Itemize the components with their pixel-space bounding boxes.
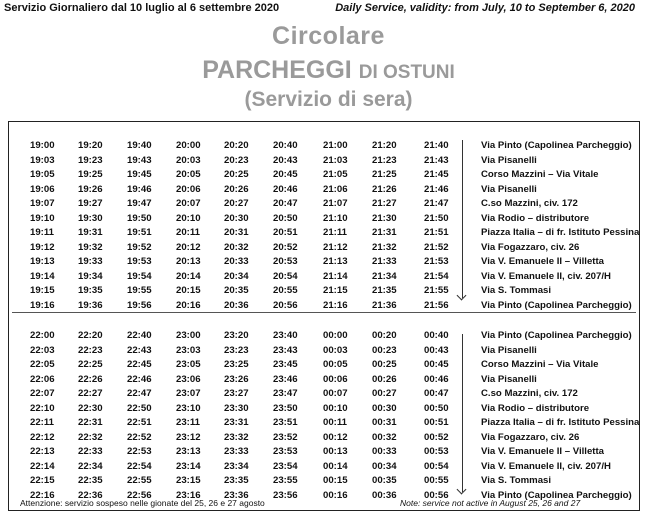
- departure-time: 22:54: [127, 460, 152, 472]
- departure-time: 21:12: [323, 241, 348, 253]
- departure-time: 19:07: [30, 198, 55, 209]
- departure-time: 23:25: [224, 359, 249, 370]
- departure-time: 21:35: [372, 285, 397, 296]
- departure-time: 23:13: [176, 446, 201, 457]
- departure-time: 19:30: [78, 212, 103, 224]
- departure-time: 20:46: [273, 183, 298, 195]
- departure-time: 21:23: [372, 154, 397, 166]
- departure-time: 20:20: [224, 140, 249, 151]
- stop-name: Via S. Tommasi: [481, 475, 552, 486]
- departure-time: 20:52: [273, 241, 298, 253]
- departure-time: 22:45: [127, 359, 152, 370]
- departure-time: 00:35: [372, 475, 397, 486]
- departure-time: 21:40: [424, 140, 449, 151]
- suspension-note-italian: Attenzione: servizio sospeso nelle gionate del 25, 26 e 27 agosto: [20, 498, 265, 508]
- departure-time: 23:53: [273, 446, 298, 457]
- departure-time: 23:52: [273, 431, 298, 443]
- departure-time: 22:51: [127, 417, 152, 428]
- departure-time: 22:07: [30, 388, 55, 399]
- departure-time: 20:47: [273, 198, 298, 209]
- departure-time: 22:33: [78, 446, 103, 457]
- timetable-row: [0, 213, 657, 227]
- departure-time: 00:16: [323, 489, 348, 501]
- departure-time: 20:05: [176, 169, 201, 180]
- departure-time: 00:26: [372, 373, 397, 385]
- departure-time: 19:13: [30, 256, 55, 267]
- departure-time: 21:51: [424, 227, 449, 238]
- departure-time: 21:47: [424, 198, 449, 209]
- departure-time: 19:12: [30, 241, 55, 253]
- departure-time: 21:34: [372, 270, 397, 282]
- departure-time: 23:40: [273, 330, 298, 341]
- direction-arrow-evening: [462, 140, 463, 298]
- departure-time: 21:30: [372, 212, 397, 224]
- departure-time: 00:05: [323, 359, 348, 370]
- departure-time: 22:36: [78, 489, 103, 501]
- validity-header-english: Daily Service, validity: from July, 10 to September 6, 2020: [335, 2, 635, 14]
- timetable-row: [0, 475, 657, 489]
- departure-time: 00:50: [424, 402, 449, 414]
- departure-time: 20:35: [224, 285, 249, 296]
- timetable-row: [0, 330, 657, 344]
- departure-time: 20:06: [176, 183, 201, 195]
- departure-time: 20:27: [224, 198, 249, 209]
- stop-name: Via V. Emanuele II, civ. 207/H: [481, 460, 611, 472]
- departure-time: 20:33: [224, 256, 249, 267]
- departure-time: 20:53: [273, 256, 298, 267]
- timetable-row: [0, 140, 657, 154]
- departure-time: 19:11: [30, 227, 55, 238]
- departure-time: 20:03: [176, 154, 201, 166]
- stop-name: Via S. Tommasi: [481, 285, 552, 296]
- departure-time: 19:52: [127, 241, 152, 253]
- title-parcheggi-main: PARCHEGGI: [202, 56, 352, 84]
- departure-time: 23:03: [176, 344, 201, 356]
- departure-time: 19:54: [127, 270, 152, 282]
- departure-time: 00:25: [372, 359, 397, 370]
- departure-time: 22:27: [78, 388, 103, 399]
- departure-time: 00:27: [372, 388, 397, 399]
- departure-time: 22:12: [30, 431, 55, 443]
- departure-time: 19:50: [127, 212, 152, 224]
- departure-time: 00:14: [323, 460, 348, 472]
- departure-time: 21:36: [372, 299, 397, 311]
- departure-time: 19:53: [127, 256, 152, 267]
- departure-time: 00:15: [323, 475, 348, 486]
- departure-time: 20:07: [176, 198, 201, 209]
- stop-name: Piazza Italia – di fr. Istituto Pessina: [481, 227, 640, 238]
- departure-time: 23:06: [176, 373, 201, 385]
- departure-time: 19:15: [30, 285, 55, 296]
- departure-time: 22:13: [30, 446, 55, 457]
- departure-time: 22:03: [30, 344, 55, 356]
- departure-time: 23:05: [176, 359, 201, 370]
- departure-time: 21:20: [372, 140, 397, 151]
- stop-name: Via Fogazzaro, civ. 26: [481, 241, 580, 253]
- departure-time: 22:23: [78, 344, 103, 356]
- suspension-note-english: Note: service not active in August 25, 26 and 27: [400, 498, 581, 508]
- departure-time: 20:30: [224, 212, 249, 224]
- departure-time: 22:35: [78, 475, 103, 486]
- departure-time: 19:36: [78, 299, 103, 311]
- departure-time: 19:51: [127, 227, 152, 238]
- stop-name: Corso Mazzini – Via Vitale: [481, 359, 599, 370]
- departure-time: 19:16: [30, 299, 55, 311]
- departure-time: 22:52: [127, 431, 152, 443]
- departure-time: 21:03: [323, 154, 348, 166]
- departure-time: 22:06: [30, 373, 55, 385]
- departure-time: 21:10: [323, 212, 348, 224]
- departure-time: 21:52: [424, 241, 449, 253]
- departure-time: 21:05: [323, 169, 348, 180]
- departure-time: 22:55: [127, 475, 152, 486]
- departure-time: 20:00: [176, 140, 201, 151]
- departure-time: 22:34: [78, 460, 103, 472]
- departure-time: 20:54: [273, 270, 298, 282]
- departure-time: 22:53: [127, 446, 152, 457]
- departure-time: 00:32: [372, 431, 397, 443]
- departure-time: 00:10: [323, 402, 348, 414]
- stop-name: Via V. Emanuele II, civ. 207/H: [481, 270, 611, 282]
- timetable-row: [0, 359, 657, 373]
- departure-time: 20:23: [224, 154, 249, 166]
- stop-name: Via V. Emanuele II – Villetta: [481, 446, 605, 457]
- departure-time: 19:25: [78, 169, 103, 180]
- direction-arrow-night: [462, 334, 463, 492]
- departure-time: 00:54: [424, 460, 449, 472]
- departure-time: 23:33: [224, 446, 249, 457]
- title-parcheggi-small: DI OSTUNI: [358, 62, 455, 83]
- departure-time: 00:43: [424, 344, 449, 356]
- departure-time: 22:05: [30, 359, 55, 370]
- departure-time: 00:46: [424, 373, 449, 385]
- departure-time: 23:10: [176, 402, 201, 414]
- stop-name: Via Pisanelli: [481, 373, 537, 385]
- departure-time: 23:54: [273, 460, 298, 472]
- departure-time: 23:31: [224, 417, 249, 428]
- departure-time: 19:32: [78, 241, 103, 253]
- departure-time: 23:00: [176, 330, 201, 341]
- departure-time: 23:47: [273, 388, 298, 399]
- departure-time: 20:43: [273, 154, 298, 166]
- departure-time: 00:13: [323, 446, 348, 457]
- departure-time: 19:56: [127, 299, 152, 311]
- departure-time: 23:34: [224, 460, 249, 472]
- departure-time: 00:47: [424, 388, 449, 399]
- timetable-row: [0, 374, 657, 388]
- departure-time: 19:26: [78, 183, 103, 195]
- departure-time: 19:31: [78, 227, 103, 238]
- validity-header-italian: Servizio Giornaliero dal 10 luglio al 6 settembre 2020: [4, 2, 280, 14]
- title-line-servizio-di-sera: (Servizio di sera): [244, 88, 413, 111]
- departure-time: 20:34: [224, 270, 249, 282]
- departure-time: 00:30: [372, 402, 397, 414]
- departure-time: 00:03: [323, 344, 348, 356]
- departure-time: 23:55: [273, 475, 298, 486]
- departure-time: 22:26: [78, 373, 103, 385]
- departure-time: 23:43: [273, 344, 298, 356]
- departure-time: 20:45: [273, 169, 298, 180]
- departure-time: 22:30: [78, 402, 103, 414]
- departure-time: 22:15: [30, 475, 55, 486]
- departure-time: 23:20: [224, 330, 249, 341]
- departure-time: 22:11: [30, 417, 55, 428]
- timetable-row: [0, 285, 657, 299]
- departure-time: 00:20: [372, 330, 397, 341]
- timetable-row: [0, 417, 657, 431]
- departure-time: 23:46: [273, 373, 298, 385]
- departure-time: 19:34: [78, 270, 103, 282]
- title-line-parcheggi: [0, 56, 657, 85]
- departure-time: 21:32: [372, 241, 397, 253]
- departure-time: 19:35: [78, 285, 103, 296]
- departure-time: 20:31: [224, 227, 249, 238]
- departure-time: 23:15: [176, 475, 201, 486]
- departure-time: 20:25: [224, 169, 249, 180]
- timetable-row: [0, 155, 657, 169]
- departure-time: 23:30: [224, 402, 249, 414]
- departure-time: 21:25: [372, 169, 397, 180]
- departure-time: 19:14: [30, 270, 55, 282]
- title-line-circolare: Circolare: [272, 22, 385, 50]
- timetable-row: [0, 184, 657, 198]
- departure-time: 21:06: [323, 183, 348, 195]
- departure-time: 00:12: [323, 431, 348, 443]
- departure-time: 21:43: [424, 154, 449, 166]
- stop-name: Via Pisanelli: [481, 154, 537, 166]
- departure-time: 22:16: [30, 489, 55, 501]
- departure-time: 19:23: [78, 154, 103, 166]
- departure-time: 19:05: [30, 169, 55, 180]
- departure-time: 19:27: [78, 198, 103, 209]
- departure-time: 21:50: [424, 212, 449, 224]
- stop-name: C.so Mazzini, civ. 172: [481, 198, 578, 209]
- stop-name: Via Fogazzaro, civ. 26: [481, 431, 580, 443]
- timetable-row: [0, 300, 657, 314]
- timetable-row: [0, 345, 657, 359]
- departure-time: 20:12: [176, 241, 201, 253]
- timetable-row: [0, 169, 657, 183]
- stop-name: C.so Mazzini, civ. 172: [481, 388, 578, 399]
- departure-time: 00:34: [372, 460, 397, 472]
- departure-time: 23:27: [224, 388, 249, 399]
- timetable-row: [0, 403, 657, 417]
- departure-time: 19:03: [30, 154, 55, 166]
- departure-time: 22:31: [78, 417, 103, 428]
- departure-time: 21:14: [323, 270, 348, 282]
- departure-time: 00:36: [372, 489, 397, 501]
- departure-time: 21:00: [323, 140, 348, 151]
- departure-time: 21:11: [323, 227, 348, 238]
- departure-time: 21:55: [424, 285, 449, 296]
- departure-time: 00:23: [372, 344, 397, 356]
- timetable-row: [0, 256, 657, 270]
- departure-time: 22:46: [127, 373, 152, 385]
- departure-time: 23:45: [273, 359, 298, 370]
- departure-time: 20:15: [176, 285, 201, 296]
- stop-name: Via Pisanelli: [481, 183, 537, 195]
- departure-time: 22:47: [127, 388, 152, 399]
- departure-time: 22:10: [30, 402, 55, 414]
- departure-time: 19:46: [127, 183, 152, 195]
- departure-time: 23:36: [224, 489, 249, 501]
- departure-time: 23:23: [224, 344, 249, 356]
- departure-time: 23:56: [273, 489, 298, 501]
- departure-time: 23:11: [176, 417, 201, 428]
- departure-time: 23:50: [273, 402, 298, 414]
- departure-time: 19:43: [127, 154, 152, 166]
- departure-time: 22:40: [127, 330, 152, 341]
- departure-time: 20:32: [224, 241, 249, 253]
- departure-time: 22:20: [78, 330, 103, 341]
- departure-time: 19:40: [127, 140, 152, 151]
- timetable-row: [0, 227, 657, 241]
- departure-time: 21:27: [372, 198, 397, 209]
- departure-time: 00:00: [323, 330, 348, 341]
- departure-time: 23:16: [176, 489, 201, 501]
- departure-time: 20:13: [176, 256, 201, 267]
- departure-time: 23:07: [176, 388, 201, 399]
- departure-time: 00:11: [323, 417, 348, 428]
- departure-time: 23:12: [176, 431, 201, 443]
- departure-time: 20:36: [224, 299, 249, 311]
- departure-time: 19:06: [30, 183, 55, 195]
- departure-time: 19:20: [78, 140, 103, 151]
- timetable-row: [0, 388, 657, 402]
- departure-time: 21:07: [323, 198, 348, 209]
- departure-time: 00:40: [424, 330, 449, 341]
- departure-time: 20:14: [176, 270, 201, 282]
- stop-name: Via V. Emanuele II – Villetta: [481, 256, 605, 267]
- departure-time: 21:15: [323, 285, 348, 296]
- stop-name: Via Pinto (Capolinea Parcheggio): [481, 299, 632, 311]
- departure-time: 22:43: [127, 344, 152, 356]
- departure-time: 00:53: [424, 446, 449, 457]
- departure-time: 21:33: [372, 256, 397, 267]
- departure-time: 22:32: [78, 431, 103, 443]
- departure-time: 21:56: [424, 299, 449, 311]
- stop-name: Via Pinto (Capolinea Parcheggio): [481, 489, 632, 501]
- departure-time: 21:46: [424, 183, 449, 195]
- stop-name: Piazza Italia – di fr. Istituto Pessina: [481, 417, 640, 428]
- timetable-row: [0, 271, 657, 285]
- departure-time: 19:45: [127, 169, 152, 180]
- departure-time: 19:55: [127, 285, 152, 296]
- departure-time: 21:54: [424, 270, 449, 282]
- departure-time: 19:10: [30, 212, 55, 224]
- departure-time: 20:11: [176, 227, 201, 238]
- departure-time: 20:40: [273, 140, 298, 151]
- timetable-row: [0, 432, 657, 446]
- stop-name: Corso Mazzini – Via Vitale: [481, 169, 599, 180]
- departure-time: 20:26: [224, 183, 249, 195]
- stop-name: Via Rodio – distributore: [481, 402, 590, 414]
- departure-time: 00:45: [424, 359, 449, 370]
- departure-time: 20:50: [273, 212, 298, 224]
- departure-time: 21:13: [323, 256, 348, 267]
- departure-time: 21:16: [323, 299, 348, 311]
- stop-name: Via Pinto (Capolinea Parcheggio): [481, 140, 632, 151]
- departure-time: 23:51: [273, 417, 298, 428]
- departure-time: 00:52: [424, 431, 449, 443]
- timetable-row: [0, 198, 657, 212]
- departure-time: 20:10: [176, 212, 201, 224]
- stop-name: Via Rodio – distributore: [481, 212, 590, 224]
- departure-time: 19:00: [30, 140, 55, 151]
- departure-time: 20:51: [273, 227, 298, 238]
- timetable-row: [0, 461, 657, 475]
- departure-time: 23:32: [224, 431, 249, 443]
- stop-name: Via Pisanelli: [481, 344, 537, 356]
- departure-time: 21:53: [424, 256, 449, 267]
- stop-name: Via Pinto (Capolinea Parcheggio): [481, 330, 632, 341]
- departure-time: 00:55: [424, 475, 449, 486]
- departure-time: 23:35: [224, 475, 249, 486]
- departure-time: 20:56: [273, 299, 298, 311]
- departure-time: 20:16: [176, 299, 201, 311]
- departure-time: 21:45: [424, 169, 449, 180]
- departure-time: 21:31: [372, 227, 397, 238]
- departure-time: 00:31: [372, 417, 397, 428]
- departure-time: 20:55: [273, 285, 298, 296]
- departure-time: 22:25: [78, 359, 103, 370]
- departure-time: 19:33: [78, 256, 103, 267]
- departure-time: 23:14: [176, 460, 201, 472]
- departure-time: 00:51: [424, 417, 449, 428]
- departure-time: 22:56: [127, 489, 152, 501]
- departure-time: 00:06: [323, 373, 348, 385]
- departure-time: 19:47: [127, 198, 152, 209]
- departure-time: 00:33: [372, 446, 397, 457]
- timetable-row: [0, 242, 657, 256]
- departure-time: 00:56: [424, 489, 449, 501]
- departure-time: 22:14: [30, 460, 55, 472]
- departure-time: 21:26: [372, 183, 397, 195]
- departure-time: 22:50: [127, 402, 152, 414]
- timetable-row: [0, 446, 657, 460]
- departure-time: 23:26: [224, 373, 249, 385]
- departure-time: 22:00: [30, 330, 55, 341]
- departure-time: 00:07: [323, 388, 348, 399]
